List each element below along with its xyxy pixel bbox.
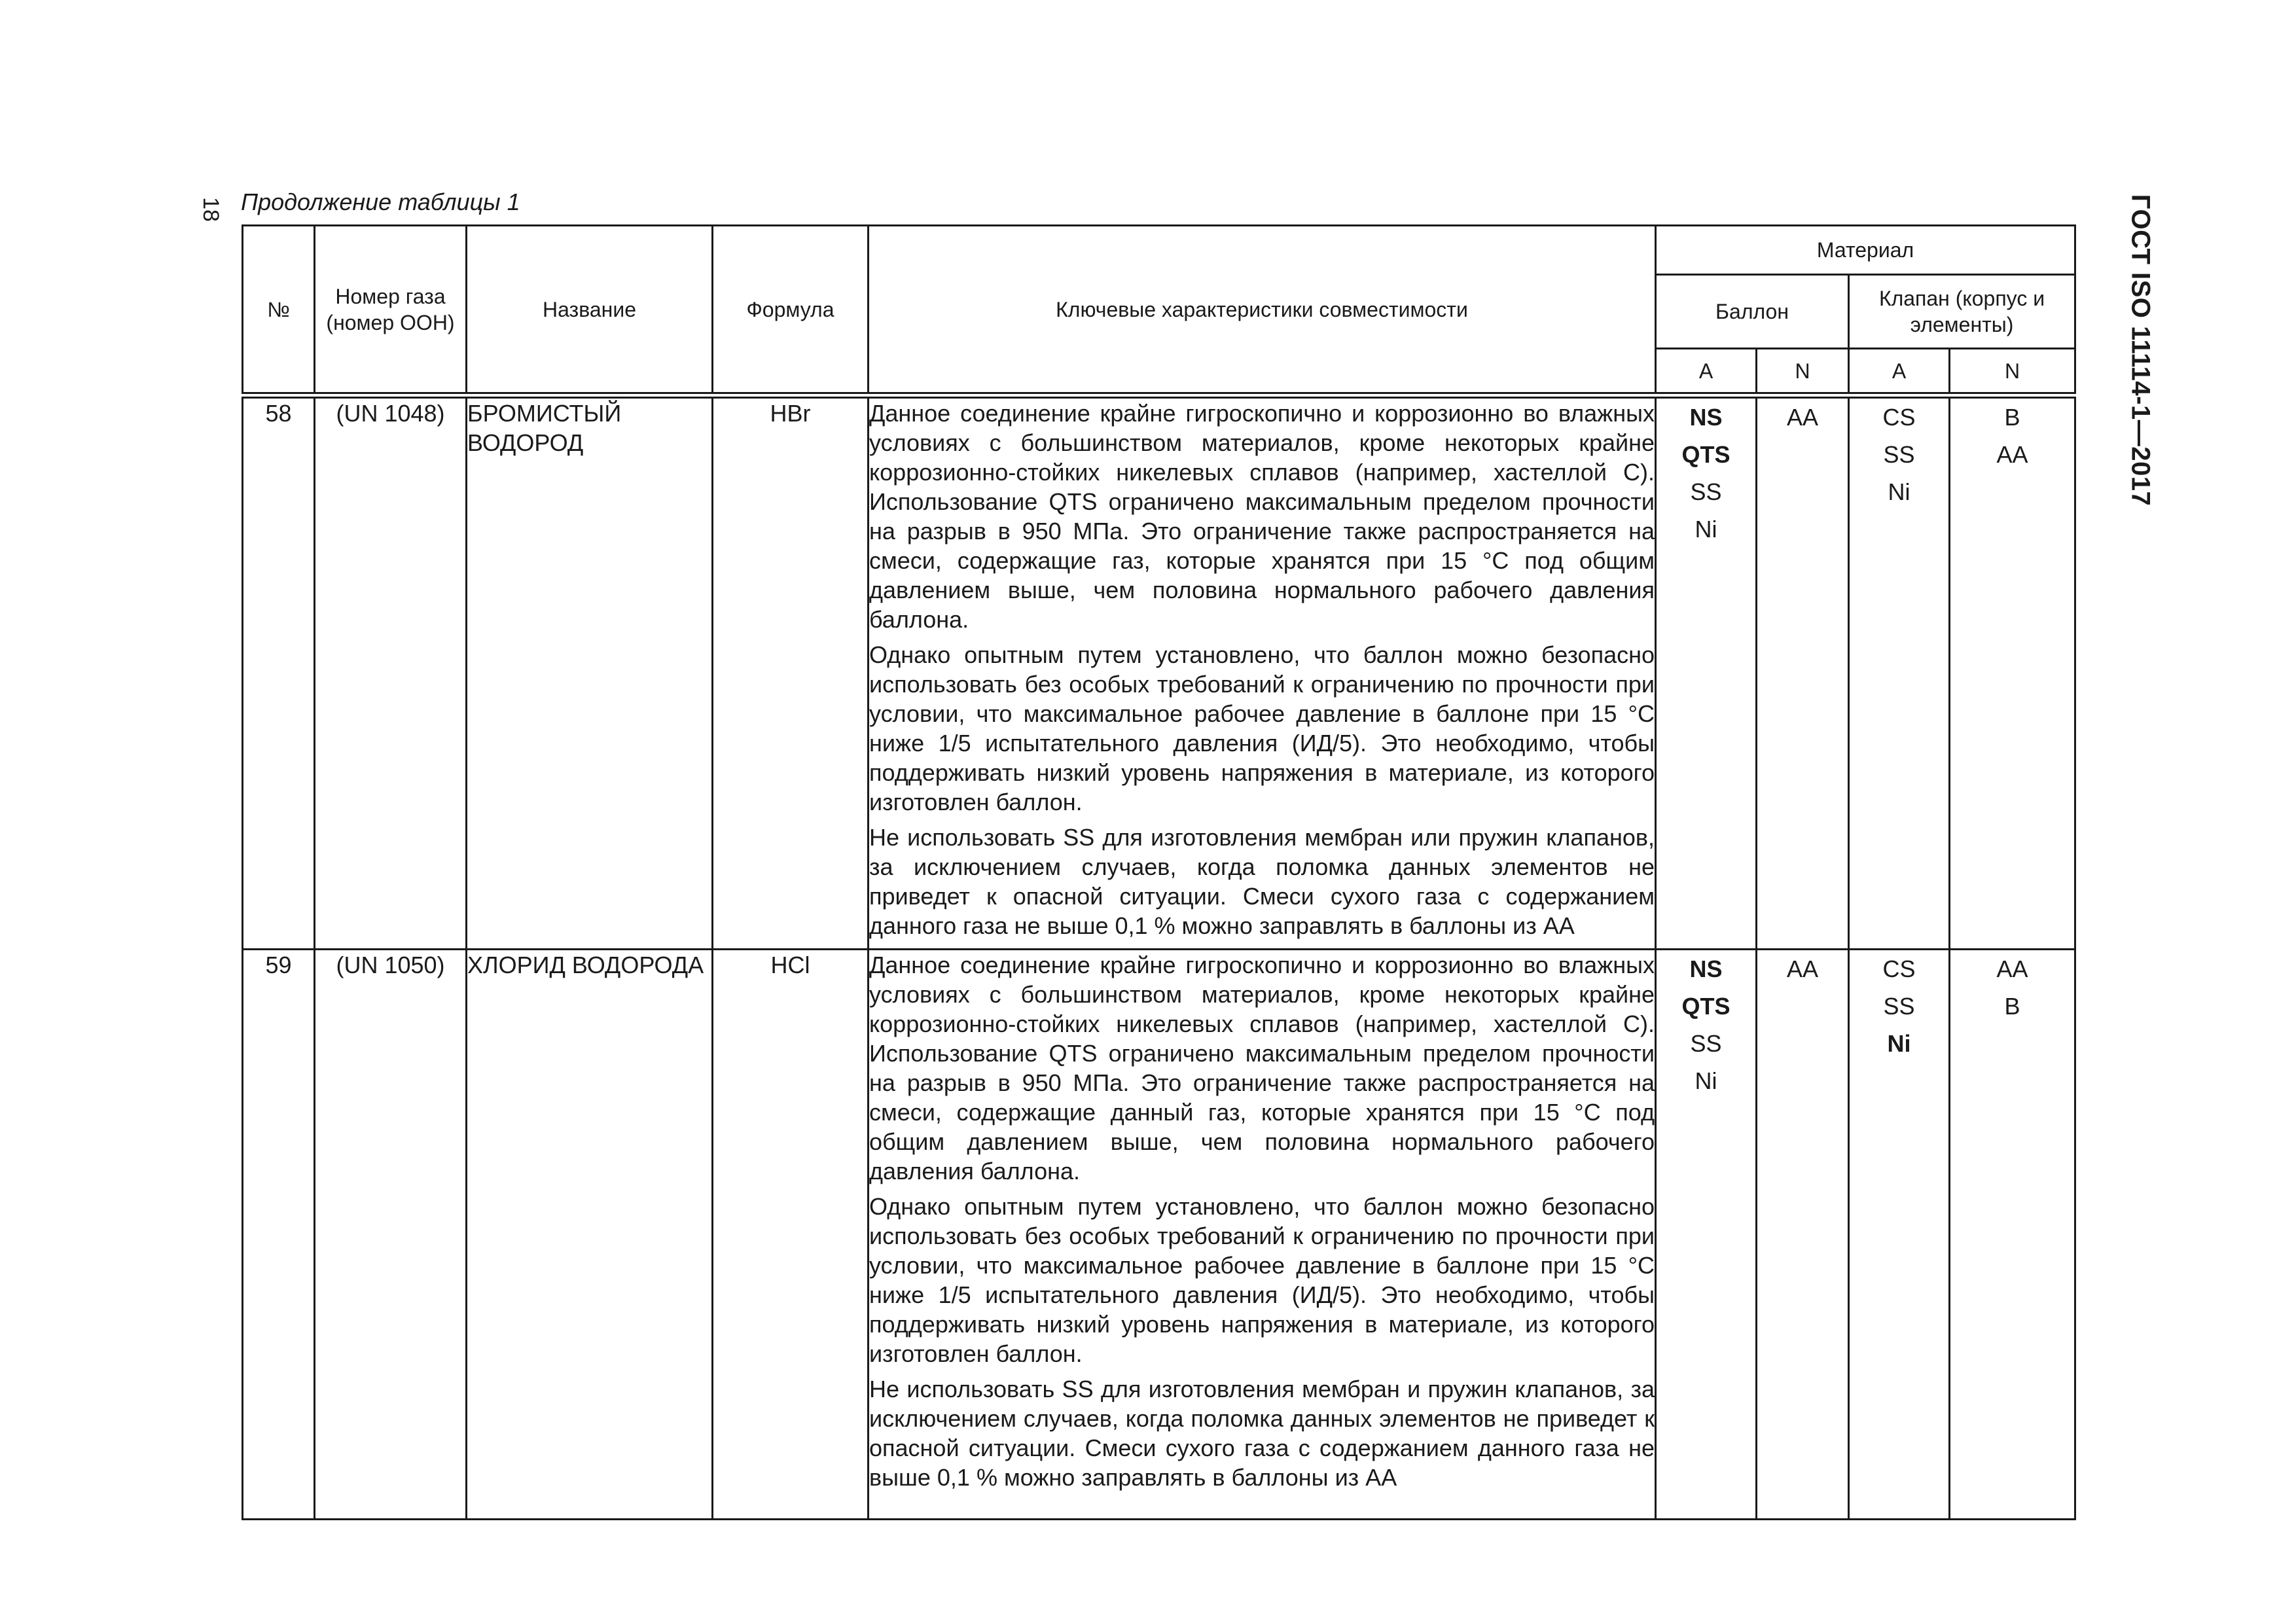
material-code: Ni <box>1887 1030 1911 1058</box>
col-header-material: Материал <box>1656 226 2075 275</box>
col-header-compatibility: Ключевые характеристики совместимости <box>869 226 1656 396</box>
material-code: SS <box>1690 478 1722 505</box>
col-header-gas-number: Номер газа (номер ООН) <box>315 226 467 396</box>
cylinder-acceptable <box>1656 950 1757 1520</box>
gas-formula: HCl <box>713 950 869 1520</box>
col-header-cylinder-n: N <box>1757 349 1849 396</box>
compatibility-paragraph: Однако опытным путем установлено, что баллон можно безопасно использовать без особых требований к ограничению по прочности при условии, что максимальное рабочее давление в баллоне при 15 °С ниже 1/5 испытательного давления (ИД/5). Это необходимо, чтобы поддерживать низкий уровень напряжения в материале, из которого изготовлен баллон. <box>869 1193 1655 1368</box>
col-header-valve-a: A <box>1849 349 1950 396</box>
material-code: B <box>2004 404 2020 431</box>
compatibility-paragraph: Данное соединение крайне гигроскопично и коррозионно во влажных условиях с большинством материалов, кроме некоторых крайне коррозионно-стойких никелевых сплавов (например, хастеллой С). Использование QTS ограничено максимальным пределом прочности на разрыв в 950 МПа. Это ограничение также распространяется на смеси, содержащие данный газ, которые хранятся при 15 °С под общим давлением выше, чем половина нормального рабочего давления баллона. <box>869 952 1655 1185</box>
material-code: CS <box>1882 404 1916 431</box>
col-header-valve: Клапан (корпус и элементы) <box>1849 275 2075 349</box>
material-code: AA <box>1996 441 2028 468</box>
col-header-name: Название <box>467 226 713 396</box>
valve-acceptable <box>1849 950 1950 1520</box>
material-code: AA <box>1786 955 1819 983</box>
table-row <box>243 395 2075 950</box>
valve-not-acceptable <box>1950 950 2075 1520</box>
col-header-formula: Формула <box>713 226 869 396</box>
valve-not-acceptable <box>1950 395 2075 950</box>
material-code: Ni <box>1888 478 1910 505</box>
compatibility-paragraph: Не использовать SS для изготовления мембран или пружин клапанов, за исключением случаев, когда поломка данных элементов не приведет к опасной ситуации. Смеси сухого газа с содержанием данного газа не выше 0,1 % можно заправлять в баллоны из AA <box>869 824 1655 939</box>
material-code: SS <box>1883 441 1915 468</box>
gas-compatibility-table <box>242 224 2076 1520</box>
compatibility-paragraph: Однако опытным путем установлено, что баллон можно безопасно использовать без особых требований к ограничению по прочности при условии, что максимальное рабочее давление в баллоне при 15 °С ниже 1/5 испытательного давления (ИД/5). Это необходимо, чтобы поддерживать низкий уровень напряжения в материале, из которого изготовлен баллон. <box>869 641 1655 815</box>
document-code: ГОСТ ISO 11114-1—2017 <box>2126 194 2155 507</box>
material-code: B <box>2004 993 2020 1020</box>
compatibility-text <box>869 950 1656 1520</box>
compatibility-text <box>869 395 1656 950</box>
compatibility-paragraph: Данное соединение крайне гигроскопично и коррозионно во влажных условиях с большинством материалов, кроме некоторых крайне коррозионно-стойких никелевых сплавов (например, хастеллой С). Использование QTS ограничено максимальным пределом прочности на разрыв в 950 МПа. Это ограничение также распространяется на смеси, содержащие газ, которые хранятся при 15 °С под общим давлением выше, чем половина нормального рабочего давления баллона. <box>869 400 1655 633</box>
material-code: NS <box>1689 955 1723 983</box>
un-number: (UN 1050) <box>315 950 467 1520</box>
material-code: QTS <box>1681 993 1731 1020</box>
table-row <box>243 950 2075 1520</box>
material-code: AA <box>1786 404 1819 431</box>
material-code: SS <box>1883 993 1915 1020</box>
gas-formula: HBr <box>713 395 869 950</box>
valve-acceptable <box>1849 395 1950 950</box>
table-caption: Продолжение таблицы 1 <box>241 188 520 215</box>
material-code: QTS <box>1681 441 1731 468</box>
material-code: NS <box>1689 404 1723 431</box>
material-code: AA <box>1996 955 2028 983</box>
un-number: (UN 1048) <box>315 395 467 950</box>
material-code: Ni <box>1695 516 1717 543</box>
gas-name: БРОМИСТЫЙ ВОДОРОД <box>467 395 713 950</box>
col-header-number: № <box>243 226 315 396</box>
col-header-cylinder-a: A <box>1656 349 1757 396</box>
table-header <box>243 226 2075 396</box>
row-number: 58 <box>243 395 315 950</box>
material-code: CS <box>1882 955 1916 983</box>
gas-name: ХЛОРИД ВОДОРОДА <box>467 950 713 1520</box>
col-header-cylinder: Баллон <box>1656 275 1849 349</box>
compatibility-paragraph: Не использовать SS для изготовления мембран и пружин клапанов, за исключением случаев, когда поломка данных элементов не приведет к опасной ситуации. Смеси сухого газа с содержанием данного газа не выше 0,1 % можно заправлять в баллоны из AA <box>869 1376 1655 1491</box>
col-header-valve-n: N <box>1950 349 2075 396</box>
cylinder-acceptable <box>1656 395 1757 950</box>
page-number: 18 <box>198 197 223 222</box>
cylinder-not-acceptable <box>1757 950 1849 1520</box>
material-code: SS <box>1690 1030 1722 1058</box>
cylinder-not-acceptable <box>1757 395 1849 950</box>
material-code: Ni <box>1695 1067 1717 1095</box>
row-number: 59 <box>243 950 315 1520</box>
